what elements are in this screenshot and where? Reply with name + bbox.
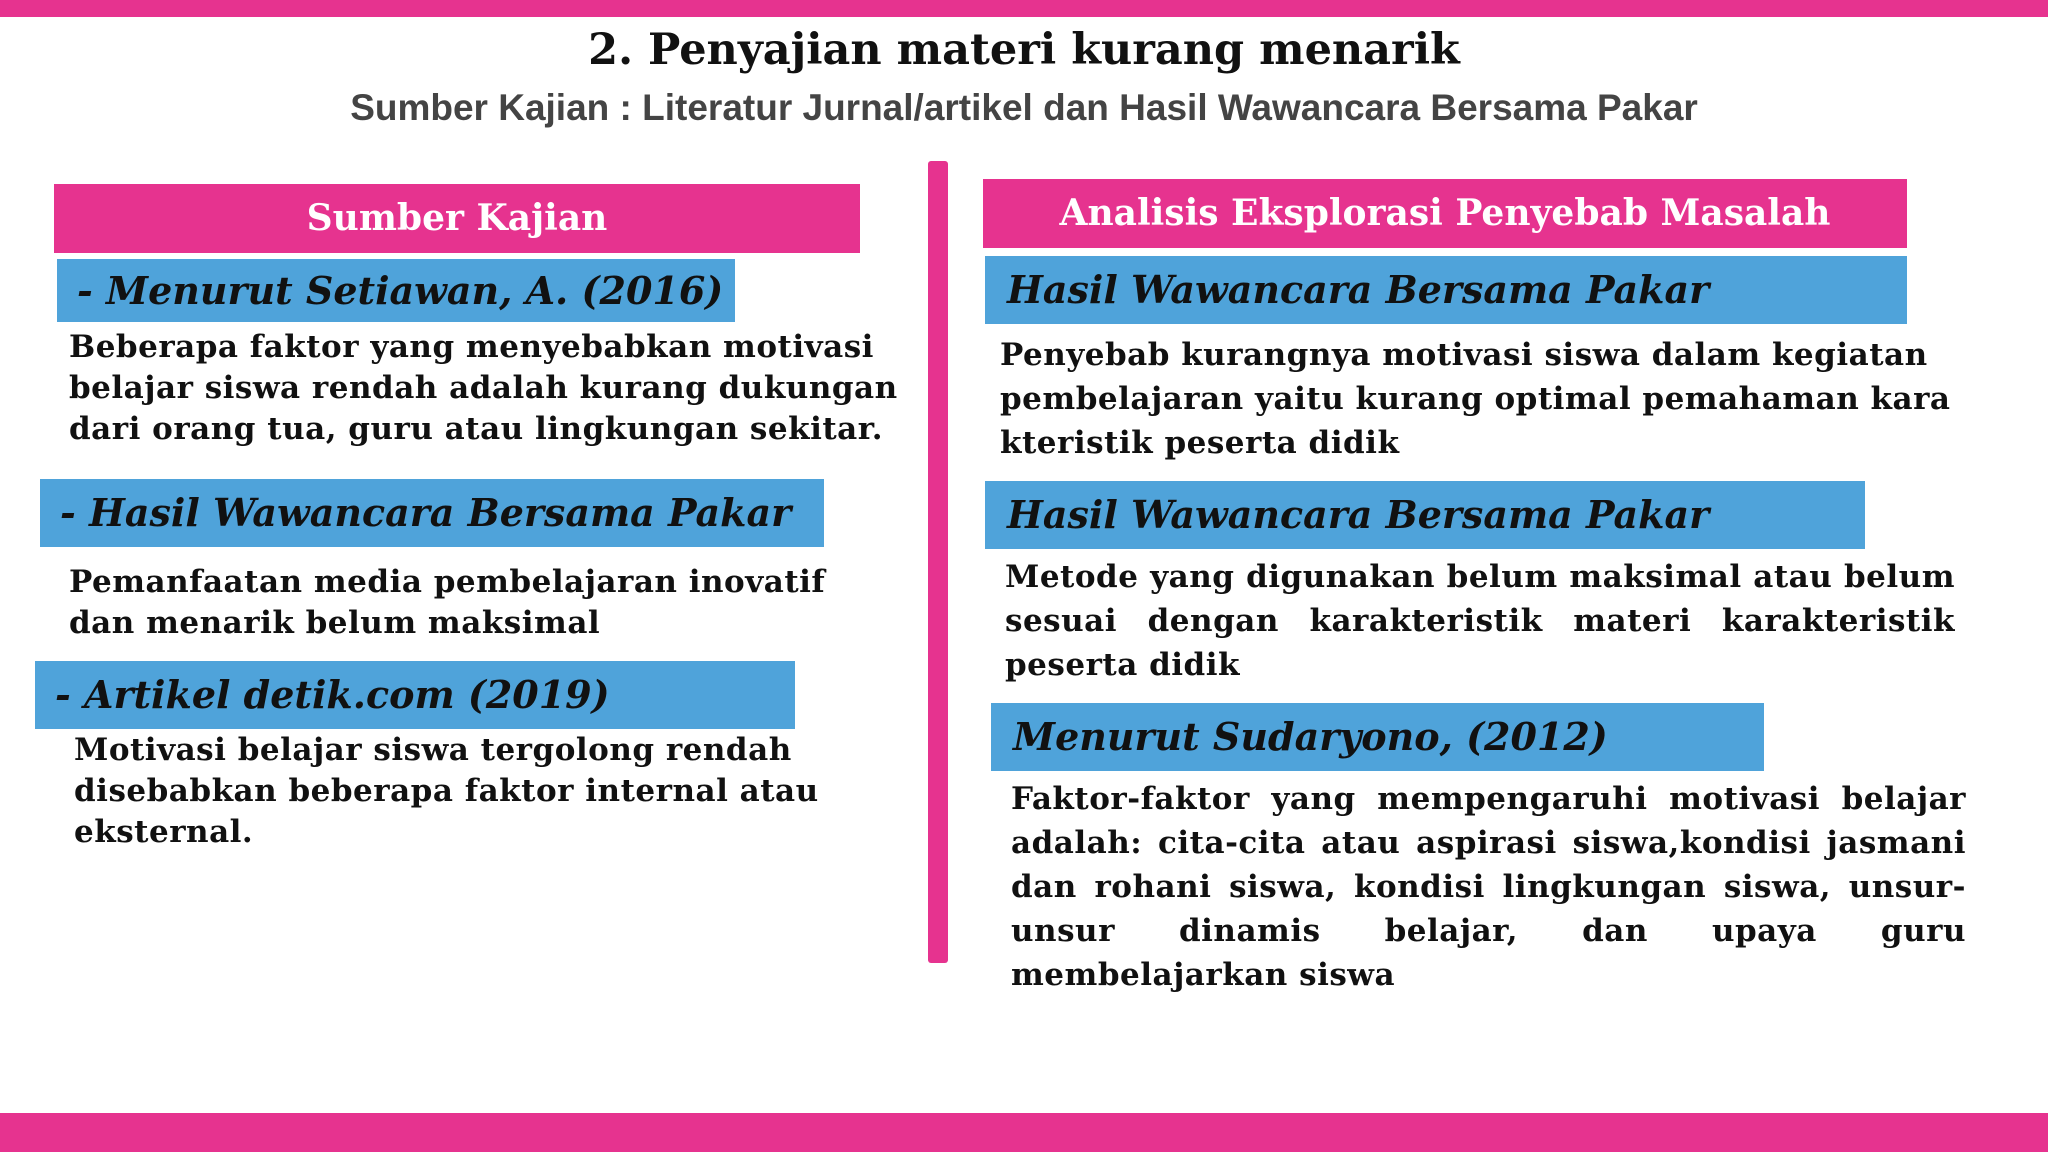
section-text-detik: Motivasi belajar siswa tergolong rendah disebabkan beberapa faktor internal atau eksternal. <box>74 732 819 850</box>
section-heading-wawancara-left: - Hasil Wawancara Bersama Pakar <box>40 479 824 547</box>
section-text-sudaryono: Faktor-faktor yang mempengaruhi motivasi belajar adalah: cita-cita atau aspirasi siswa,kondisi jasmani dan rohani siswa, kondisi lingkungan siswa, unsur-unsur dinamis belajar, dan upaya guru membelajarkan siswa <box>1011 781 1966 993</box>
sumber-kajian-header: Sumber Kajian <box>54 184 860 253</box>
section-heading-sudaryono: Menurut Sudaryono, (2012) <box>991 703 1764 771</box>
section-text-wawancara-right-1: Penyebab kurangnya motivasi siswa dalam kegiatan pembelajaran yaitu kurang optimal pemahaman kara kteristik peserta didik <box>1000 337 1951 461</box>
section-heading-setiawan: - Menurut Setiawan, A. (2016) <box>57 259 735 322</box>
slide-subtitle: Sumber Kajian : Literatur Jurnal/artikel dan Hasil Wawancara Bersama Pakar <box>350 87 1698 128</box>
section-heading-wawancara-right-1: Hasil Wawancara Bersama Pakar <box>985 256 1907 324</box>
section-heading-wawancara-right-2: Hasil Wawancara Bersama Pakar <box>985 481 1865 549</box>
section-text-setiawan: Beberapa faktor yang menyebabkan motivasi belajar siswa rendah adalah kurang dukungan dari orang tua, guru atau lingkungan sekitar. <box>69 329 898 447</box>
top-accent-bar <box>0 0 2048 17</box>
slide-title: 2. Penyajian materi kurang menarik <box>588 25 1460 75</box>
bottom-accent-bar <box>0 1113 2048 1152</box>
section-text-wawancara-left: Pemanfaatan media pembelajaran inovatif dan menarik belum maksimal <box>69 564 826 641</box>
section-heading-detik: - Artikel detik.com (2019) <box>35 661 795 729</box>
column-divider <box>928 161 948 963</box>
analisis-header: Analisis Eksplorasi Penyebab Masalah <box>983 179 1907 248</box>
section-text-wawancara-right-2: Metode yang digunakan belum maksimal atau belum sesuai dengan karakteristik materi karakteristik peserta didik <box>1005 559 1955 683</box>
